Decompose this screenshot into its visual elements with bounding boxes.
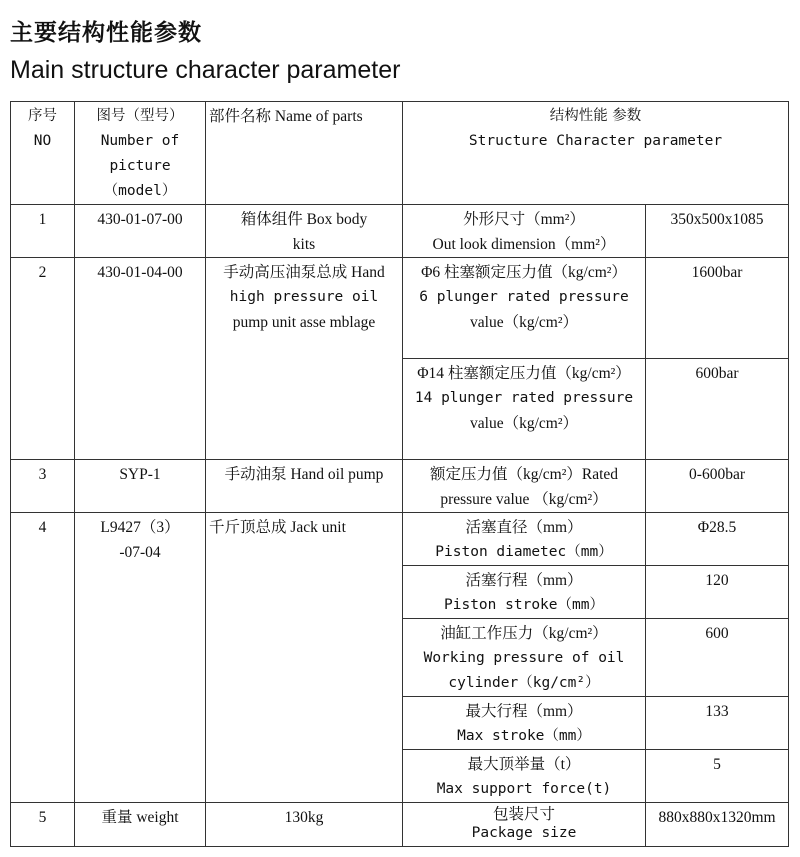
part-name: 130kg [206, 803, 403, 847]
table-row [11, 258, 789, 359]
table-row [11, 205, 789, 258]
part-name: 千斤顶总成 Jack unit [206, 513, 403, 803]
property-label: 活塞直径（mm） Piston diametec（mm） [403, 513, 646, 566]
picture-number: 430-01-04-00 [75, 258, 206, 460]
row-number: 5 [11, 803, 75, 847]
header-parts: 部件名称 Name of parts [206, 102, 403, 205]
picture-number: SYP-1 [75, 460, 206, 513]
row-number: 1 [11, 205, 75, 258]
property-value: 0-600bar [646, 460, 789, 513]
property-label: 最大行程（mm） Max stroke（mm） [403, 697, 646, 750]
header-no: 序号 NO [11, 102, 75, 205]
property-value: 5 [646, 750, 789, 803]
property-label: 活塞行程（mm） Piston stroke（mm） [403, 566, 646, 619]
property-label: Φ6 柱塞额定压力值（kg/cm²） 6 plunger rated pressure value（kg/cm²） [403, 258, 646, 359]
row-number: 3 [11, 460, 75, 513]
property-value: 350x500x1085 [646, 205, 789, 258]
table-row [11, 513, 789, 566]
property-label: Φ14 柱塞额定压力值（kg/cm²） 14 plunger rated pressure value（kg/cm²） [403, 359, 646, 460]
part-name: 手动油泵 Hand oil pump [206, 460, 403, 513]
property-value: 880x880x1320mm [646, 803, 789, 847]
picture-number: L9427（3） -07-04 [75, 513, 206, 803]
property-label: 外形尺寸（mm²） Out look dimension（mm²） [403, 205, 646, 258]
property-value: 133 [646, 697, 789, 750]
property-value: 1600bar [646, 258, 789, 359]
part-name: 手动高压油泵总成 Hand high pressure oil pump unit asse mblage [206, 258, 403, 460]
property-label: 最大顶举量（t） Max support force(t) [403, 750, 646, 803]
property-value: Φ28.5 [646, 513, 789, 566]
row-number: 4 [11, 513, 75, 803]
property-value: 120 [646, 566, 789, 619]
part-name: 箱体组件 Box body kits [206, 205, 403, 258]
picture-number: 430-01-07-00 [75, 205, 206, 258]
property-label: 油缸工作压力（kg/cm²） Working pressure of oil cylinder（kg/cm²） [403, 619, 646, 697]
header-structure: 结构性能 参数 Structure Character parameter [403, 102, 789, 205]
table-row [11, 460, 789, 513]
header-picture: 图号（型号） Number of picture （model） [75, 102, 206, 205]
picture-number: 重量 weight [75, 803, 206, 847]
property-label: 包装尺寸 Package size [403, 803, 646, 847]
page-title-chinese: 主要结构性能参数 [10, 20, 202, 46]
property-value: 600bar [646, 359, 789, 460]
property-label: 额定压力值（kg/cm²）Rated pressure value （kg/cm²） [403, 460, 646, 513]
parameter-table [10, 101, 789, 847]
table-row [11, 803, 789, 847]
row-number: 2 [11, 258, 75, 460]
property-value: 600 [646, 619, 789, 697]
header-row [11, 102, 789, 205]
page-title-english: Main structure character parameter [10, 56, 401, 84]
